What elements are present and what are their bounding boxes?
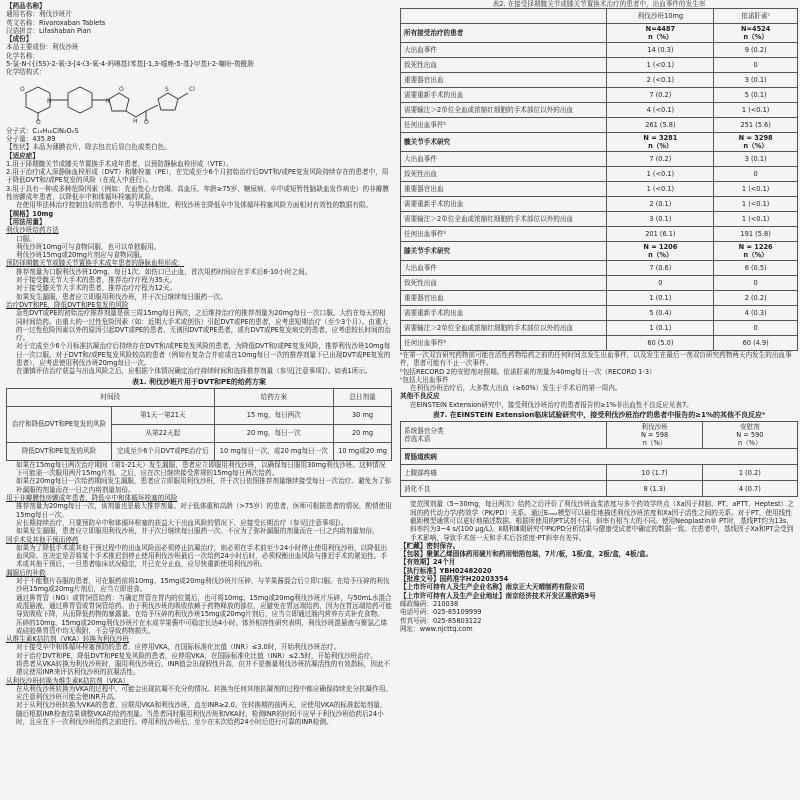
- t2-head-empty: [401, 9, 607, 24]
- t1-head-regimen: 给药方案: [214, 388, 334, 406]
- t7-cell: 1 (0.2): [702, 465, 797, 481]
- vte-prevention-heading: 预防择期髋关节或膝关节置换手术成年患者的静脉血栓形成：: [6, 259, 185, 268]
- missed-20mg: 如果在20mg每日一次给药期间发生漏服，患者应立即服用利伐沙班，并于次日依照推荐剂量继续接受每日一次治疗。避免为了弥补漏服的剂量而在一日之内将剂量加倍。: [16, 477, 392, 494]
- t2-cell: 1 (<0.1): [714, 197, 798, 212]
- t2-row: [401, 118, 798, 133]
- mah-address: 【上市许可持有人及生产企业地址】南京经济技术开发区惠欣路9号: [400, 591, 596, 600]
- t2-cell: 2 (0.1): [607, 197, 714, 212]
- pkpd-paragraph: 宽范围剂量（5~30mg，每日两次）给药之后评价了利伐沙班血浆浓度与多个药效学终点（Xa因子抑制、PT、aPTT、Heptest）之间的药代动力学/药效学（PK/PD）关系。通过Eₘₐₓ模型可以最佳地描述利伐沙班浓度和Xa因子活性之间的关系。对于PT，使用线性截距模型通常可以更好地描述数据。根据所使用的PT试剂不同，斜率有相当大的不同。使用Neoplastin® PT时，基线PT约为13s，斜率约为3~4 s/(100 μg/L)。Ⅱ期和Ⅲ期研究中PK/PD分析结果与健康受试者中确定的数据一致。在患者中，基线因子Xa和PT会受到手术影响，导致手术前一天和手术后谷浓度-PT斜率有差异。: [410, 500, 794, 542]
- t2-cell: 1 (<0.1): [607, 167, 714, 182]
- section-ingredients: 【成份】: [6, 35, 33, 44]
- t7-section-gi: 胃肠道疾病: [401, 449, 798, 465]
- t1-head-daily: 总日剂量: [334, 388, 392, 406]
- crushing-para-2: 通过鼻胃管（NG）或胃饲管给药：当确定胃管在胃内的位置后，也可将10mg、15mg或20mg利伐沙班片压碎，与50mL水混合成混悬液，通过鼻胃管或胃饲管给药。由于利伐沙班的吸收依赖于药物释放的部位，应避免在胃远端给药，因为在胃远端给药可能导致吸收下降，从而降低药物的暴露量。在给予压碎的利伐沙班15mg或20mg片剂后，应当立即通过肠内营养方式补充食物。: [16, 593, 392, 619]
- t2-cell: 251 (5.6): [714, 118, 798, 133]
- t2-cell: 致死性出血: [401, 58, 607, 73]
- t2-cell: 大出血事件: [401, 261, 607, 276]
- other-ar-heading: 其他不良反应: [400, 392, 440, 401]
- table-2: [400, 8, 798, 351]
- af-missed: 如果发生漏服，患者应立即服用利伐沙班，并于次日继续每日服药一次。不应为了弥补漏服的剂量而在一日之内将剂量加倍。: [16, 527, 379, 536]
- t2-cell: 14 (0.3): [607, 43, 714, 58]
- major-bleeding-note: 在利伐沙班治疗后，大多数大出血（≥60%）发生于手术后的第一周内。: [410, 384, 622, 393]
- mah-name: 【上市许可持有人及生产企业名称】南京正大天晴制药有限公司: [400, 583, 585, 592]
- t2-section-n: N = 3298 n（%）: [714, 133, 798, 152]
- t2-cell: 需要重新手术的出血: [401, 88, 607, 103]
- svg-text:N: N: [106, 97, 111, 105]
- t7-cell: 4 (0.7): [702, 481, 797, 497]
- t2-cell: 任何出血事件ᵇ: [401, 227, 607, 242]
- t1-cell: 降低DVT和PE复发的风险: [7, 442, 112, 460]
- t2-row: [401, 88, 798, 103]
- vte-dose: 推荐剂量为口服利伐沙班10mg，每日1次。如伤口已止血，首次用药时间应在手术后6-10小时之间。: [16, 267, 312, 276]
- t2-cell: 2 (0.2): [714, 291, 798, 306]
- t2-cell: 需要重新手术的出血: [401, 306, 607, 321]
- dosage-method-heading: 利伐沙班给药方法: [6, 226, 59, 235]
- t2-cell: 致死性出血: [401, 167, 607, 182]
- t2-section-n: N=4487 n（%）: [607, 24, 714, 43]
- t2-cell: 1 (<0.1): [714, 103, 798, 118]
- svg-text:O: O: [36, 118, 41, 125]
- t2-row: [401, 291, 798, 306]
- t2-cell: 重要器官出血: [401, 73, 607, 88]
- af-duration: 应长期持续治疗，只要预防卒中和体循环栓塞的获益大于出血风险的情况下，应接受长期治疗（参见[注意事项]）。: [16, 518, 348, 527]
- t2-cell: 0: [714, 321, 798, 336]
- t1-cell: 30 mg: [334, 406, 392, 424]
- molecular-weight: 分子量：435.89: [6, 134, 56, 143]
- svg-text:O: O: [119, 85, 124, 93]
- t1-cell: 第1天一第21天: [112, 406, 215, 424]
- vte-knee: 对于接受膝关节大手术的患者，推荐治疗疗程为12天。: [16, 284, 177, 293]
- t2-section-n: N = 1226 n（%）: [714, 242, 798, 261]
- t2-cell: 大出血事件: [401, 152, 607, 167]
- t2-cell: 需要输注＞2单位全血或浓缩红细胞的手术部位以外的出血: [401, 212, 607, 227]
- indication-1: 1.用于择期髋关节或膝关节置换手术成年患者，以预防静脉血栓形成（VTE）。: [6, 159, 233, 168]
- svg-text:O: O: [144, 118, 149, 125]
- t2-cell: 重要器官出血: [401, 182, 607, 197]
- chemical-structure: [6, 79, 392, 125]
- storage: 【贮藏】密封保存。: [400, 541, 460, 550]
- table-1: [6, 388, 392, 461]
- t2-cell: 1 (<0.1): [714, 182, 798, 197]
- crushing-para-3: 压碎的10mg、15mg或20mg利伐沙班片在水或苹果酱中可稳定长达4小时。体外相容性研究表明，利伐沙班混悬液与聚氯乙烯或硅胶鼻胃管中均无吸附，不会导致药物损失。: [16, 618, 388, 635]
- t2-row: [401, 167, 798, 182]
- t2-cell: 3 (0.1): [607, 212, 714, 227]
- molecular-formula: 分子式：C₁₉H₁₈ClN₃O₅S: [6, 126, 79, 135]
- section-indications: 【适应症】: [6, 151, 39, 160]
- vte-hip: 对于接受髋关节大手术的患者，推荐治疗疗程为35天。: [16, 276, 177, 285]
- t2-cell: 5 (0.1): [714, 88, 798, 103]
- t1-cell: 20 mg: [334, 424, 392, 442]
- generic-name: 通用名称：利伐沙班片: [6, 10, 72, 19]
- postal-code: 邮政编码：210038: [400, 599, 459, 608]
- t2-cell: 0: [714, 276, 798, 291]
- main-ingredient: 本品主要成份：利伐沙班: [6, 43, 79, 52]
- t2-cell: 1 (<0.1): [607, 58, 714, 73]
- table-1-title: 表1. 利伐沙班片用于DVT和PE的给药方案: [132, 377, 266, 386]
- chemical-name: 5-氯-N-({(5S)-2-氧-3-[4-(3-氧-4-吗啉基)苯基]-1,3-噁唑-5-基}甲基)-2-噻吩-羧酰胺: [6, 60, 254, 69]
- surgery-para: 如果为了降低手术或其他干预过程中的出血风险而必须停止抗凝治疗，则必须在手术前至少24小时停止使用利伐沙班，以降低出血风险。在决定是否将某个手术推迟到停止使用利伐沙班最后一次给药24小时后时，必须权衡出血风险与推迟手术的紧迫性。手术或其他干预后，一旦患者临床状况稳定，并已充分止血，应尽快重新使用利伐沙班。: [16, 543, 388, 569]
- svg-text:Cl: Cl: [189, 85, 195, 93]
- t2-section-knee: 膝关节手术研究: [401, 242, 607, 261]
- t2-section-n: N=4524 n（%）: [714, 24, 798, 43]
- indication-3: 3.用于具有一种或多种危险因素（例如：充血性心力衰竭、高血压、年龄≥75岁、糖尿病、卒中或短暂性脑缺血发作病史）的非瓣膜性房颤成年患者，以降低卒中和体循环栓塞的风险。: [6, 184, 389, 202]
- t2-cell: 0: [714, 58, 798, 73]
- section-strength: 【规格】10mg: [6, 209, 54, 218]
- t2-row: [401, 336, 798, 351]
- t2-row: [401, 73, 798, 88]
- surgery-heading: 因手术及其他干预而停药: [6, 535, 79, 544]
- t7-head-riva: 利伐沙班 N = 598 n（%）: [607, 422, 702, 449]
- t7-cell: 8 (1.3): [607, 481, 702, 497]
- t2-cell: 任何出血事件ᵇ: [401, 118, 607, 133]
- t2-cell: 4 (<0.1): [607, 103, 714, 118]
- indication-2: 2.用于治疗成人深静脉血栓形成（DVT）和肺栓塞（PE），在完成至少6个月初始治疗后DVT和/或PE复发风险持续存在的患者中，用于降低DVT和/或PE复发的风险（在成人中进行）。: [6, 168, 389, 185]
- riva-to-vka-2: 对于从利伐沙班转换为VKA的患者，应联用VKA和利伐沙班，直至INR≥2.0。在转换期的前两天，应使用VKA的标准起始剂量，随后根据INR检查结果调整VKA的给药剂量。当患者同时服用利伐沙班和VKA时，检测INR的时间不应早于利伐沙班给药后24小时，且应在下一次利伐沙班给药之前进行。停用利伐沙班后，至少在末次给药24小时后进行可靠的INR检测。: [16, 701, 387, 727]
- vka-to-riva-3: 将患者从VKA转换为利伐沙班时，服用利伐沙班后，INR值会出现假性升高，但并不是衡量利伐沙班抗凝活性的有效指标，因此不建议使用INR来评估利伐沙班的抗凝活性。: [16, 660, 391, 677]
- t2-cell: 2 (<0.1): [607, 73, 714, 88]
- svg-text:O: O: [20, 85, 25, 93]
- approval-number: 【批准文号】国药准字H20203354: [400, 575, 509, 584]
- t1-cell: 完成至少6个月DVT或PE治疗后: [112, 442, 215, 460]
- t1-cell: 10 mg每日一次，或20 mg每日一次: [214, 442, 334, 460]
- other-ar-intro: 在EINSTEIN Extension研究中，接受利伐沙班治疗的患者报告的≥1%非出血性不良反应见表7。: [410, 400, 693, 409]
- shelf-life: 【有效期】24个月: [400, 558, 456, 567]
- t2-row: [401, 227, 798, 242]
- af-dose: 推荐剂量为20mg每日一次，该剂量也是最大推荐剂量。对于低体重和高龄（>75岁）的患者，医师可根据患者的情况，酌情使用15mg每日一次。: [16, 502, 392, 519]
- t7-head-soc: 系统器官分类 首选术语: [401, 422, 607, 449]
- dosage-15-20mg-food: 利伐沙班15mg或20mg片剂应与食物同服。: [16, 251, 147, 260]
- t2-cell: 6 (0.5): [714, 261, 798, 276]
- vka-to-riva-heading: 从维生素K拮抗剂（VKA）转换为利伐沙班: [6, 635, 130, 644]
- vka-to-riva-1: 对于接受卒中和体循环栓塞预防的患者，应停用VKA，在国际标准化比值（INR）≤3.0时，开始利伐沙班治疗。: [16, 643, 341, 652]
- t2-cell: 7 (0.2): [607, 152, 714, 167]
- t1-cell: 15 mg，每日两次: [214, 406, 334, 424]
- t2-row: [401, 58, 798, 73]
- t7-cell: 消化不良: [401, 481, 607, 497]
- dvt-pe-heading: 治疗DVT和PE，降低DVT和PE复发的风险: [6, 300, 129, 309]
- english-name: 英文名称：Rivaroxaban Tablets: [6, 18, 106, 27]
- t2-cell: 1 (<0.1): [607, 182, 714, 197]
- t2-row: [401, 103, 798, 118]
- dvt-pe-para-2: 对于完成至少6个月标准抗凝治疗后持续存在DVT和/或PE复发风险的患者，为降低DVT和/或PE复发风险，推荐利伐沙班10mg每日一次口服。对于DVT和/或PE复发风险较高的患者（例如有复杂合并症或在10mg每日一次的推荐剂量下已出现DVT或PE复发的患者），应考虑使用利伐沙班20mg每日一次。: [16, 342, 391, 367]
- packaging: 【包装】聚氯乙烯固体药用硬片和药用铝箔包装，7片/板，1板/盒，2板/盒，4板/盒。: [400, 550, 653, 559]
- t2-cell: 任何出血事件ᵇ: [401, 336, 607, 351]
- dvt-pe-para-3: 在谨慎评估治疗获益与出血风险之后，应根据个体情况确定治疗持续时间和选择推荐剂量（参见[注意事项]）。如表1所示。: [16, 367, 372, 376]
- t2-section-n: N = 1206 n（%）: [607, 242, 714, 261]
- svg-text:N: N: [47, 97, 52, 105]
- t2-cell: 需要重新手术的出血: [401, 197, 607, 212]
- t2-cell: 需要输注＞2单位全血或浓缩红细胞的手术部位以外的出血: [401, 321, 607, 336]
- svg-text:S: S: [165, 85, 169, 93]
- description: 【性状】本品为薄膜衣片，除去包衣后显白色或类白色。: [6, 143, 171, 152]
- t2-cell: 重要器官出血: [401, 291, 607, 306]
- t2-cell: 大出血事件: [401, 43, 607, 58]
- t2-row: [401, 152, 798, 167]
- t2-cell: 7 (0.6): [607, 261, 714, 276]
- t2-row: [401, 182, 798, 197]
- table-7-title: 表7. 在EINSTEIN Extension临床试验研究中，接受利伐沙班治疗的患者中报告的≥1%的其他不良反应ᵃ: [432, 411, 766, 420]
- t2-section-hip: 髋关节手术研究: [401, 133, 607, 152]
- t2-cell: 5 (0.4): [607, 306, 714, 321]
- t2-row: [401, 197, 798, 212]
- dosage-oral: 口服。: [16, 234, 36, 243]
- svg-text:H: H: [133, 117, 138, 125]
- t2-row: [401, 276, 798, 291]
- table-2-footnote-a: ᵃ在第一次双盲研究药物前可能在活性药物给药之前的任何时间点发生出血事件，以及发生在最后一剂双盲研究药物两天内发生的出血事件，患者可能有不止一次事件。: [400, 351, 792, 368]
- indication-note: 在使用华法林治疗控制良好的患者中，与华法林相比，利伐沙班在降低卒中及体循环栓塞风险方面相对有效性的数据有限。: [16, 201, 373, 210]
- t2-cell: 60 (4.9): [714, 336, 798, 351]
- t2-cell: 0: [607, 276, 714, 291]
- riva-to-vka-heading: 从利伐沙班转换为维生素K拮抗剂（VKA）: [6, 676, 130, 685]
- t2-section-all: 所有接受治疗的患者: [401, 24, 607, 43]
- t2-cell: 9 (0.2): [714, 43, 798, 58]
- t2-cell: 1 (0.1): [607, 321, 714, 336]
- missed-15mg: 如果在15mg每日两次治疗期间（第1-21天）发生漏服，患者应立即服用利伐沙班，以确保每日服用30mg利伐沙班。这种情况下可能需一次服用两片15mg片剂。之后，应在次日继续接受常规的15mg每日两次给药。: [16, 460, 386, 478]
- left-column: [6, 2, 392, 798]
- af-heading: 用于非瓣膜性房颤成年患者，降低卒中和体循环栓塞的风险: [6, 494, 178, 503]
- riva-to-vka-1: 在从利伐沙班转换为VKA的过程中，可能会出现抗凝不充分的情况。转换为任何其他抗凝剂的过程中都应确保持续充分抗凝作用。应注意利伐沙班可能会使INR升高。: [16, 684, 392, 702]
- section-dosage: 【用法用量】: [6, 217, 46, 226]
- t2-cell: 1 (<0.1): [714, 212, 798, 227]
- t1-head-period: 时间段: [7, 388, 215, 406]
- vka-to-riva-2: 对于治疗DVT和PE，降低DVT和PE复发风险的患者，应停用VKA，在国际标准化比值（INR）≤2.5时，开始利伐沙班治疗。: [16, 651, 377, 660]
- t2-cell: 7 (0.2): [607, 88, 714, 103]
- fax: 传真号码：025-85803122: [400, 616, 482, 625]
- t2-cell: 3 (0.1): [714, 73, 798, 88]
- t2-cell: 1 (0.1): [607, 291, 714, 306]
- t2-row: [401, 321, 798, 336]
- dosage-10mg-food: 利伐沙班10mg可与食物同服，也可以单独服用。: [16, 242, 161, 251]
- standard: 【执行标准】YBH02482020: [400, 566, 492, 575]
- section-drug-name: 【药品名称】: [6, 2, 46, 10]
- website: 网址：www.njcttq.com: [400, 624, 473, 633]
- t2-section-n: N = 3281 n（%）: [607, 133, 714, 152]
- t2-head-riva: 利伐沙班10mg: [607, 9, 714, 24]
- t2-row: [401, 306, 798, 321]
- t2-cell: 261 (5.8): [607, 118, 714, 133]
- t2-row: [401, 261, 798, 276]
- t1-treatment-label: 治疗和降低DVT和PE复发的风险: [7, 406, 112, 442]
- t7-head-placebo: 安慰剂 N = 590 n（%）: [702, 422, 797, 449]
- t2-cell: 4 (0.3): [714, 306, 798, 321]
- table-7: [400, 421, 798, 497]
- chemical-structure-drawing: [6, 79, 206, 125]
- table-2-footnote-c: ᶜ包括大出血事件: [400, 375, 449, 384]
- crushing-heading: 漏服后的补救: [6, 568, 46, 577]
- right-column: [400, 0, 798, 800]
- t2-cell: 需要输注＞2单位全血或浓缩红细胞的手术部位以外的出血: [401, 103, 607, 118]
- vte-missed: 如果发生漏服，患者应立即服用利伐沙班，并于次日继续每日服药一次。: [16, 292, 227, 301]
- t2-head-enox: 依诺肝素ᶜ: [714, 9, 798, 24]
- t2-cell: 0: [714, 167, 798, 182]
- pinyin-name: 汉语拼音：Lifashaban Pian: [6, 26, 91, 35]
- t7-cell: 上腹部疼痛: [401, 465, 607, 481]
- t2-cell: 致死性出血: [401, 276, 607, 291]
- t2-cell: 201 (6.1): [607, 227, 714, 242]
- table-2-caption: 表2. 在接受择期髋关节或膝关节置换术治疗的患者中，出血事件的发生率: [492, 0, 706, 8]
- structure-label: 化学结构式：: [6, 68, 46, 77]
- t1-cell: 20 mg，每日一次: [214, 424, 334, 442]
- t1-cell: 从第22天起: [112, 424, 215, 442]
- crushing-para-1: 对于不能整片吞服的患者，可在服药前将10mg、15mg或20mg利伐沙班片压碎，与苹果酱混合后立即口服。在给予压碎的利伐沙班15mg或20mg片剂后，应当立即进食。: [16, 577, 390, 594]
- chemical-name-label: 化学名称：: [6, 51, 39, 60]
- t7-cell: 10 (1.7): [607, 465, 702, 481]
- t2-cell: 191 (5.8): [714, 227, 798, 242]
- t2-cell: 3 (0.1): [714, 152, 798, 167]
- t2-cell: 60 (5.0): [607, 336, 714, 351]
- t2-row: [401, 212, 798, 227]
- t1-cell: 10 mg或20 mg: [334, 442, 392, 460]
- dvt-pe-para-1: 急性DVT或PE的初始治疗推荐剂量是前三周15mg每日两次，之后维持治疗的推荐剂量为20mg每日一次口服。大约在每天的相同时间给药。由重大的一过性危险因素（如：近期大手术或创伤）引起DVT或PE的患者，应考虑短期治疗（至少3个月）。由重大的一过性危险因素以外的原因引起DVT或PE的患者、无诱因DVT或PE患者，或有DVT或PE复发病史的患者，应考虑较长时间的治疗。: [16, 309, 391, 343]
- t2-row: [401, 43, 798, 58]
- table-2-footnote-b: ᵇ包括RECORD 2的安慰剂对照期。依诺肝素的剂量为40mg每日一次（RECORD 1-3）: [400, 367, 656, 376]
- phone: 电话号码：025-85109999: [400, 608, 482, 617]
